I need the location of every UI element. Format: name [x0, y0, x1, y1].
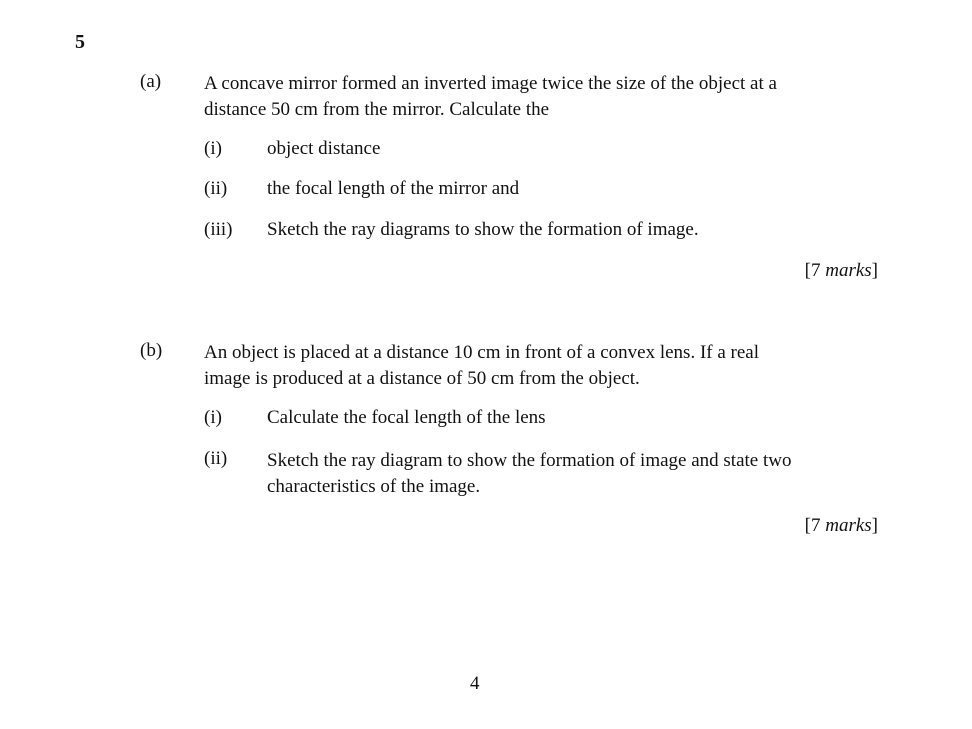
- part-b-sub-ii-text: [267, 448, 791, 500]
- part-b-stem-line-2: image is produced at a distance of 50 cm from the object.: [204, 368, 640, 389]
- part-b-sub-i-label: (i): [204, 407, 222, 428]
- part-a-sub-iii-text: Sketch the ray diagrams to show the formation of image.: [267, 219, 699, 240]
- part-b-sub-ii-line-2: characteristics of the image.: [267, 476, 481, 497]
- part-a-sub-ii-label: (ii): [204, 178, 228, 199]
- part-b-sub-ii-line-1: Sketch the ray diagram to show the formation of image and state two: [267, 450, 792, 471]
- page-number: 4: [470, 673, 480, 694]
- part-b-sub-ii-label: (ii): [204, 448, 228, 469]
- part-a-sub-i-label: (i): [204, 138, 222, 159]
- part-a-sub-iii-label: (iii): [204, 219, 233, 240]
- part-b-stem: [204, 340, 759, 392]
- question-number: 5: [75, 31, 85, 53]
- part-a-marks: [7 marks]: [804, 260, 878, 281]
- part-a-stem-line-1: A concave mirror formed an inverted image twice the size of the object at a: [204, 73, 777, 94]
- part-a-sub-ii-text: the focal length of the mirror and: [267, 178, 520, 199]
- part-b-marks: [7 marks]: [804, 515, 878, 536]
- part-b-sub-i-text: Calculate the focal length of the lens: [267, 407, 546, 428]
- part-b-label: (b): [140, 340, 163, 361]
- part-a-stem: [204, 71, 777, 123]
- part-a-label: (a): [140, 71, 162, 92]
- part-a-stem-line-2: distance 50 cm from the mirror. Calculate the: [204, 99, 550, 120]
- part-b-stem-line-1: An object is placed at a distance 10 cm in front of a convex lens. If a real: [204, 342, 760, 363]
- part-a-sub-i-text: object distance: [267, 138, 381, 159]
